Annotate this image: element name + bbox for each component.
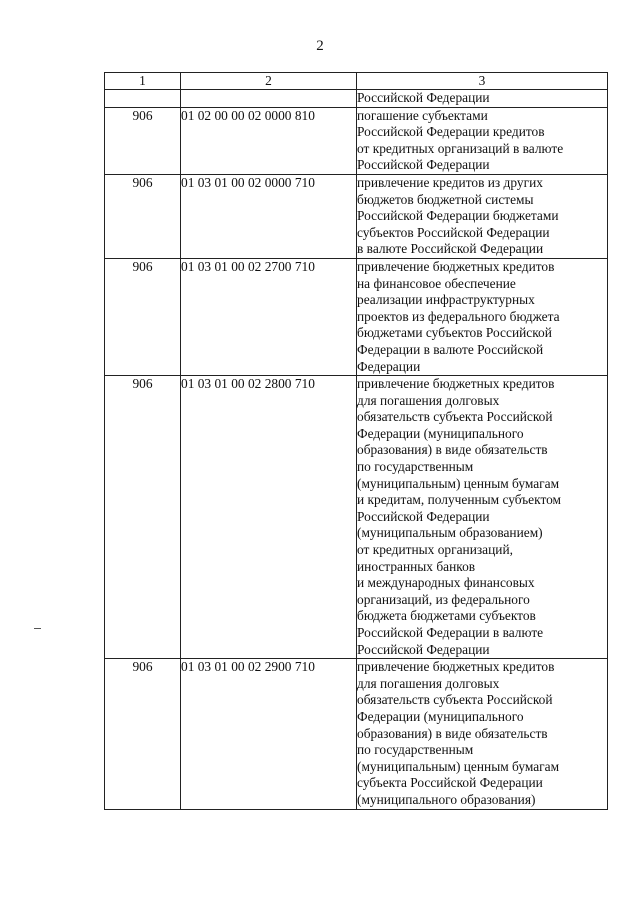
description-line: Федерации (муниципального	[357, 425, 524, 441]
description-line: субъектов Российской Федерации	[357, 224, 550, 240]
description-line: привлечение бюджетных кредитов	[357, 376, 555, 392]
description-line: (муниципальным) ценным бумагам	[357, 758, 560, 774]
table-row	[105, 258, 608, 375]
description-line: Российской Федерации	[357, 90, 490, 105]
description-cell	[357, 258, 608, 375]
header-row	[105, 73, 608, 90]
description-cell	[357, 90, 608, 108]
table-row	[105, 107, 608, 174]
description-line: (муниципального образования)	[357, 791, 536, 807]
description-line: Российской Федерации	[357, 157, 490, 173]
table-body	[105, 90, 608, 810]
description-line: от кредитных организаций в валюте	[357, 140, 564, 156]
header-col-3: 3	[357, 73, 608, 90]
description-line: образования) в виде обязательств	[357, 442, 548, 458]
admin-code-cell	[105, 90, 181, 108]
description-line: и кредитам, полученным субъектом	[357, 492, 562, 508]
description-line: проектов из федерального бюджета	[357, 308, 560, 324]
description-line: Российской Федерации кредитов	[357, 124, 545, 140]
description-line: Федерации (муниципального	[357, 708, 524, 724]
description-cell	[357, 659, 608, 809]
table-row	[105, 376, 608, 659]
description-line: привлечение бюджетных кредитов	[357, 258, 555, 274]
description-line: (муниципальным) ценным бумагам	[357, 475, 560, 491]
description-line: привлечение кредитов из других	[357, 174, 543, 190]
description-line: Федерации	[357, 358, 421, 374]
description-line: бюджетов бюджетной системы	[357, 191, 534, 207]
header-col-1: 1	[105, 73, 181, 90]
description-line: погашение субъектами	[357, 107, 488, 123]
budget-code-cell: 01 03 01 00 02 2700 710	[181, 258, 357, 375]
description-line: иностранных банков	[357, 558, 476, 574]
description-line: Российской Федерации	[357, 641, 490, 657]
description-line: Российской Федерации	[357, 508, 490, 524]
description-line: реализации инфраструктурных	[357, 292, 535, 308]
description-line: Российской Федерации в валюте	[357, 625, 544, 640]
budget-code-cell: 01 02 00 00 02 0000 810	[181, 107, 357, 174]
budget-code-cell: 01 03 01 00 02 2900 710	[181, 659, 357, 809]
description-line: Федерации в валюте Российской	[357, 341, 544, 357]
header-col-2: 2	[181, 73, 357, 90]
page-number: 2	[316, 38, 324, 54]
description-cell	[357, 376, 608, 659]
table-row	[105, 90, 608, 108]
description-line: на финансовое обеспечение	[357, 275, 516, 291]
description-line: от кредитных организаций,	[357, 542, 513, 558]
description-line: привлечение бюджетных кредитов	[357, 659, 555, 675]
description-line: по государственным	[357, 459, 474, 475]
margin-mark	[34, 628, 41, 629]
description-line: организаций, из федерального	[357, 591, 530, 607]
description-line: обязательств субъекта Российской	[357, 409, 553, 425]
description-line: по государственным	[357, 742, 474, 758]
description-cell	[357, 174, 608, 258]
description-line: субъекта Российской Федерации	[357, 775, 543, 791]
budget-code-cell	[181, 90, 357, 108]
admin-code-cell: 906	[105, 258, 181, 375]
description-line: (муниципальным образованием)	[357, 525, 543, 541]
admin-code-cell: 906	[105, 107, 181, 174]
description-line: в валюте Российской Федерации	[357, 241, 544, 257]
description-line: бюджета бюджетами субъектов	[357, 608, 536, 624]
description-line: для погашения долговых	[357, 675, 500, 691]
budget-classification-table	[104, 72, 608, 810]
admin-code-cell: 906	[105, 376, 181, 659]
table-row	[105, 659, 608, 809]
description-line: образования) в виде обязательств	[357, 725, 548, 741]
budget-code-cell: 01 03 01 00 02 0000 710	[181, 174, 357, 258]
description-line: Российской Федерации бюджетами	[357, 208, 559, 224]
budget-code-cell: 01 03 01 00 02 2800 710	[181, 376, 357, 659]
description-cell	[357, 107, 608, 174]
admin-code-cell: 906	[105, 174, 181, 258]
admin-code-cell: 906	[105, 659, 181, 809]
description-line: и международных финансовых	[357, 575, 535, 591]
description-line: для погашения долговых	[357, 392, 500, 408]
table-row	[105, 174, 608, 258]
description-line: обязательств субъекта Российской	[357, 692, 553, 708]
description-line: бюджетами субъектов Российской	[357, 325, 552, 341]
